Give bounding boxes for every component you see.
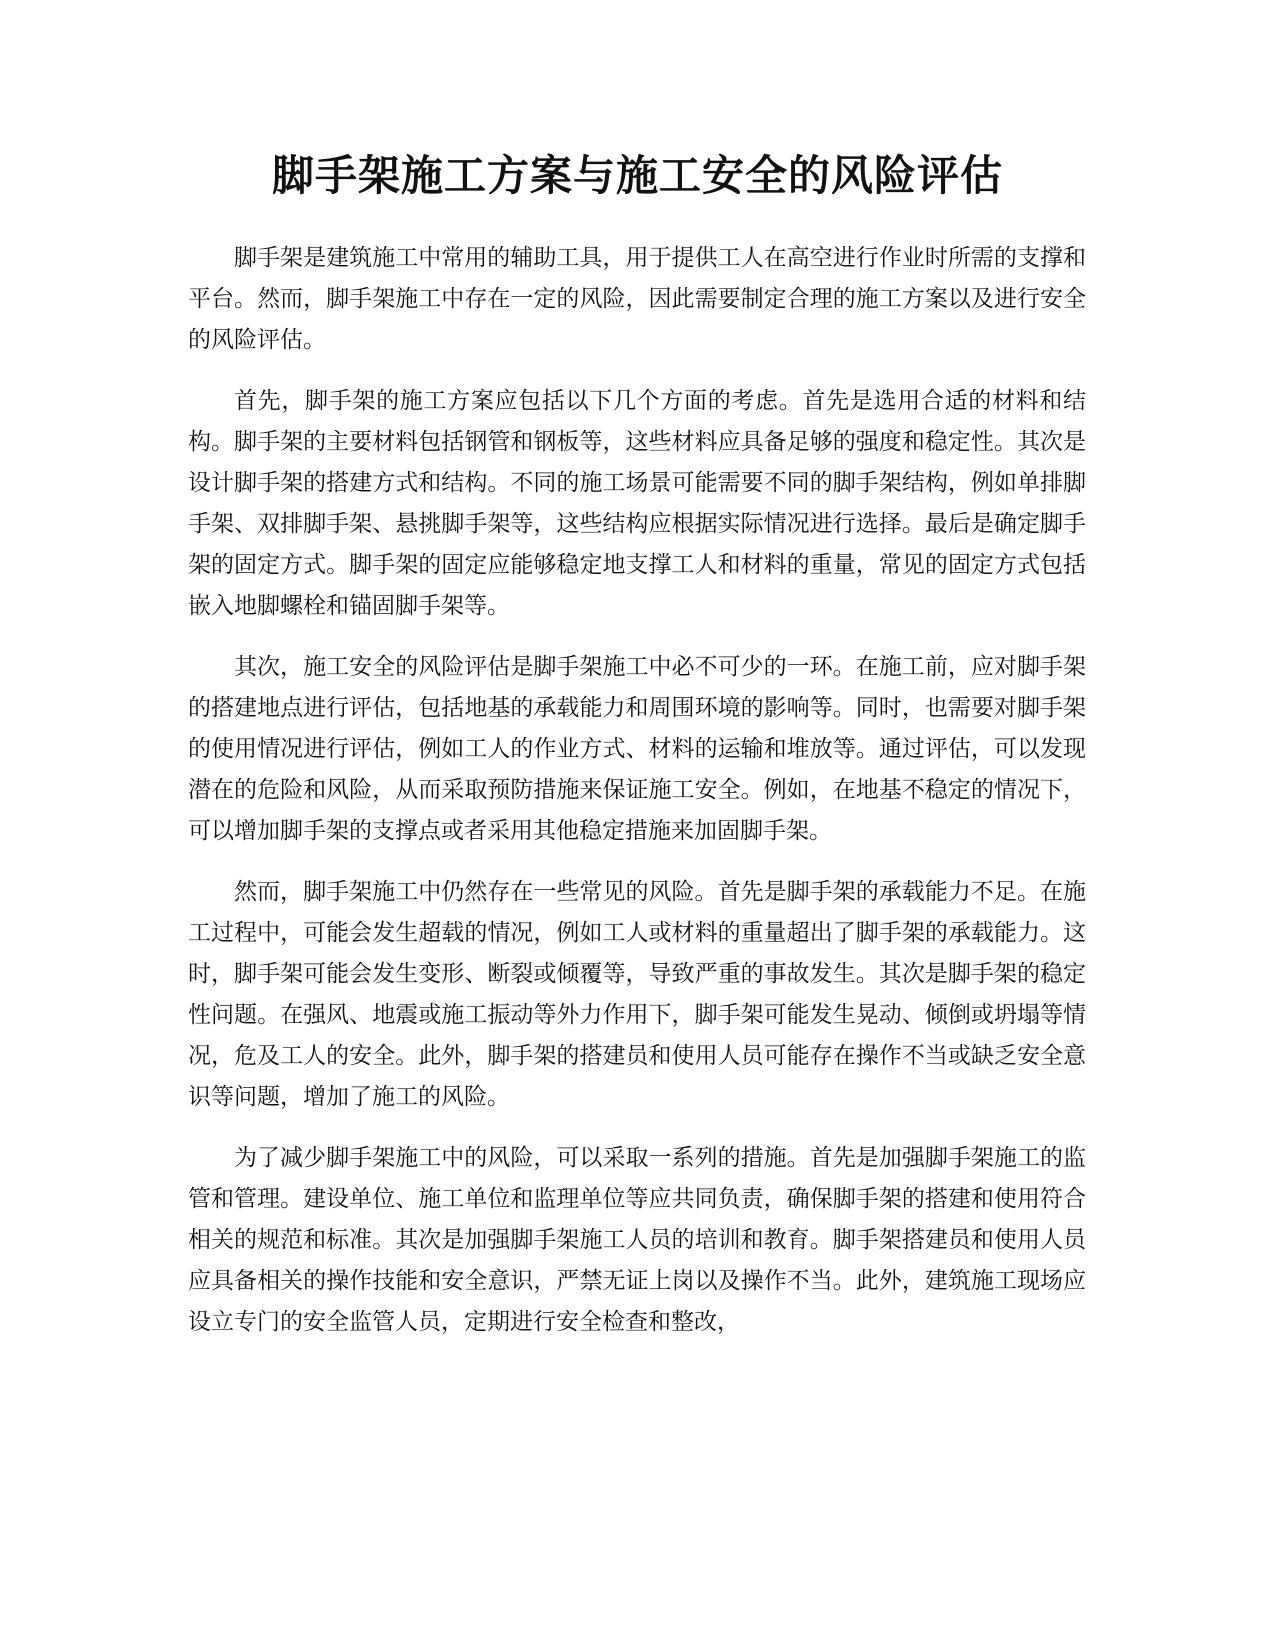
document-body bbox=[188, 238, 1086, 1363]
paragraph-2: 首先，脚手架的施工方案应包括以下几个方面的考虑。首先是选用合适的材料和结构。脚手架的主要材料包括钢管和钢板等，这些材料应具备足够的强度和稳定性。其次是设计脚手架的搭建方式和结构。不同的施工场景可能需要不同的脚手架结构，例如单排脚手架、双排脚手架、悬挑脚手架等，这些结构应根据实际情况进行选择。最后是确定脚手架的固定方式。脚手架的固定应能够稳定地支撑工人和材料的重量，常见的固定方式包括嵌入地脚螺栓和锚固脚手架等。 bbox=[188, 388, 1086, 619]
paragraph-1: 脚手架是建筑施工中常用的辅助工具，用于提供工人在高空进行作业时所需的支撑和平台。然而，脚手架施工中存在一定的风险，因此需要制定合理的施工方案以及进行安全的风险评估。 bbox=[188, 245, 1086, 353]
paragraph-5: 为了减少脚手架施工中的风险，可以采取一系列的措施。首先是加强脚手架施工的监管和管理。建设单位、施工单位和监理单位等应共同负责，确保脚手架的搭建和使用符合相关的规范和标准。其次是加强脚手架施工人员的培训和教育。脚手架搭建员和使用人员应具备相关的操作技能和安全意识，严禁无证上岗以及操作不当。此外，建筑施工现场应设立专门的安全监管人员，定期进行安全检查和整改， bbox=[188, 1145, 1086, 1335]
paragraph-3: 其次，施工安全的风险评估是脚手架施工中必不可少的一环。在施工前，应对脚手架的搭建地点进行评估，包括地基的承载能力和周围环境的影响等。同时，也需要对脚手架的使用情况进行评估，例如工人的作业方式、材料的运输和堆放等。通过评估，可以发现潜在的危险和风险，从而采取预防措施来保证施工安全。例如，在地基不稳定的情况下，可以增加脚手架的支撑点或者采用其他稳定措施来加固脚手架。 bbox=[188, 654, 1086, 844]
document-title: 脚手架施工方案与施工安全的风险评估 bbox=[271, 151, 1003, 200]
paragraph-4: 然而，脚手架施工中仍然存在一些常见的风险。首先是脚手架的承载能力不足。在施工过程中，可能会发生超载的情况，例如工人或材料的重量超出了脚手架的承载能力。这时，脚手架可能会发生变形、断裂或倾覆等，导致严重的事故发生。其次是脚手架的稳定性问题。在强风、地震或施工振动等外力作用下，脚手架可能发生晃动、倾倒或坍塌等情况，危及工人的安全。此外，脚手架的搭建员和使用人员可能存在操作不当或缺乏安全意识等问题，增加了施工的风险。 bbox=[188, 879, 1086, 1110]
